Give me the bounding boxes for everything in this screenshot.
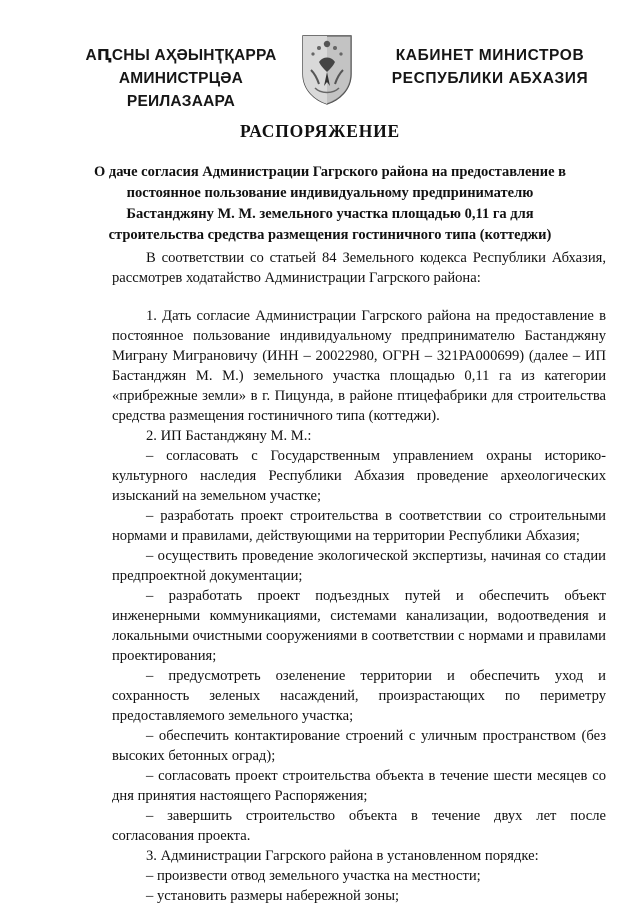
body-paragraph: – осуществить проведение экологической экспертизы, начиная со стадии предпроектной документации; — [112, 548, 606, 584]
body-paragraph: 2. ИП Бастанджяну М. М.: — [146, 428, 312, 444]
document-subject: О даче согласия Администрации Гагрского района на предоставление в постоянное пользование индивидуальному предпринимателю Бастанджяну М. М. земельного участка площадью 0,11 га для строительства средства размещения гостиничного типа (коттеджи) — [93, 164, 567, 243]
preamble: В соответствии со статьей 84 Земельного кодекса Республики Абхазия, рассмотрев ходатайство Администрации Гагрского района: — [112, 250, 606, 286]
document-body — [112, 248, 606, 906]
abkhaz-government-name — [66, 44, 296, 113]
body-paragraph: – обеспечить контактирование строений с уличным пространством (без высоких бетонных оград); — [112, 728, 606, 764]
body-paragraph: – завершить строительство объекта в течение двух лет после согласования проекта. — [112, 808, 606, 844]
russian-name-line-1: КАБИНЕТ МИНИСТРОВ — [395, 47, 585, 64]
abkhaz-name-line-1: АԤСНЫ АҲӘЫНҬҚАРРА — [85, 47, 277, 64]
body-paragraph: – согласовать с Государственным управлением охраны историко-культурного наследия Республики Абхазия проведение археологических изысканий на земельном участке; — [112, 448, 606, 504]
document-header — [0, 0, 640, 110]
russian-name-line-2: РЕСПУБЛИКИ АБХАЗИЯ — [391, 70, 589, 87]
body-paragraph: 3. Администрации Гагрского района в установленном порядке: — [146, 848, 539, 864]
body-paragraph: – произвести отвод земельного участка на местности; — [146, 868, 481, 884]
russian-government-name — [380, 44, 600, 90]
body-paragraph: – предусмотреть озеленение территории и обеспечить уход и сохранность зеленых насаждений, произрастающих по периметру предоставляемого земельного участка; — [112, 668, 606, 724]
body-paragraph: – разработать проект подъездных путей и обеспечить объект инженерными коммуникациями, системами канализации, водоотведения и локальными очистными сооружениями в соответствии с нормами и правилами проектирования; — [112, 588, 606, 664]
abkhaz-name-line-2: АМИНИСТРЦӘА РЕИЛАЗААРА — [118, 70, 244, 110]
body-paragraph: 1. Дать согласие Администрации Гагрского района на предоставление в постоянное пользование индивидуальному предпринимателю Бастанджяну Миграну Миграновичу (ИНН – 20022980, ОГРН – 321РА000699) (далее – ИП Бастанджян М. М.) земельного участка площадью 0,11 га из категории «прибрежные земли» в г. Пицунда, в районе птицефабрики для строительства средства размещения гостиничного типа (коттеджи). — [112, 308, 606, 424]
coat-of-arms-icon — [297, 32, 357, 106]
document-title: РАСПОРЯЖЕНИЕ — [239, 121, 400, 141]
body-paragraph: – согласовать проект строительства объекта в течение шести месяцев со дня принятия настоящего Распоряжения; — [112, 768, 606, 804]
body-paragraph: – разработать проект строительства в соответствии со строительными нормами и правилами, действующими на территории Республики Абхазия; — [112, 508, 606, 544]
body-paragraph: – установить размеры набережной зоны; — [146, 888, 400, 904]
